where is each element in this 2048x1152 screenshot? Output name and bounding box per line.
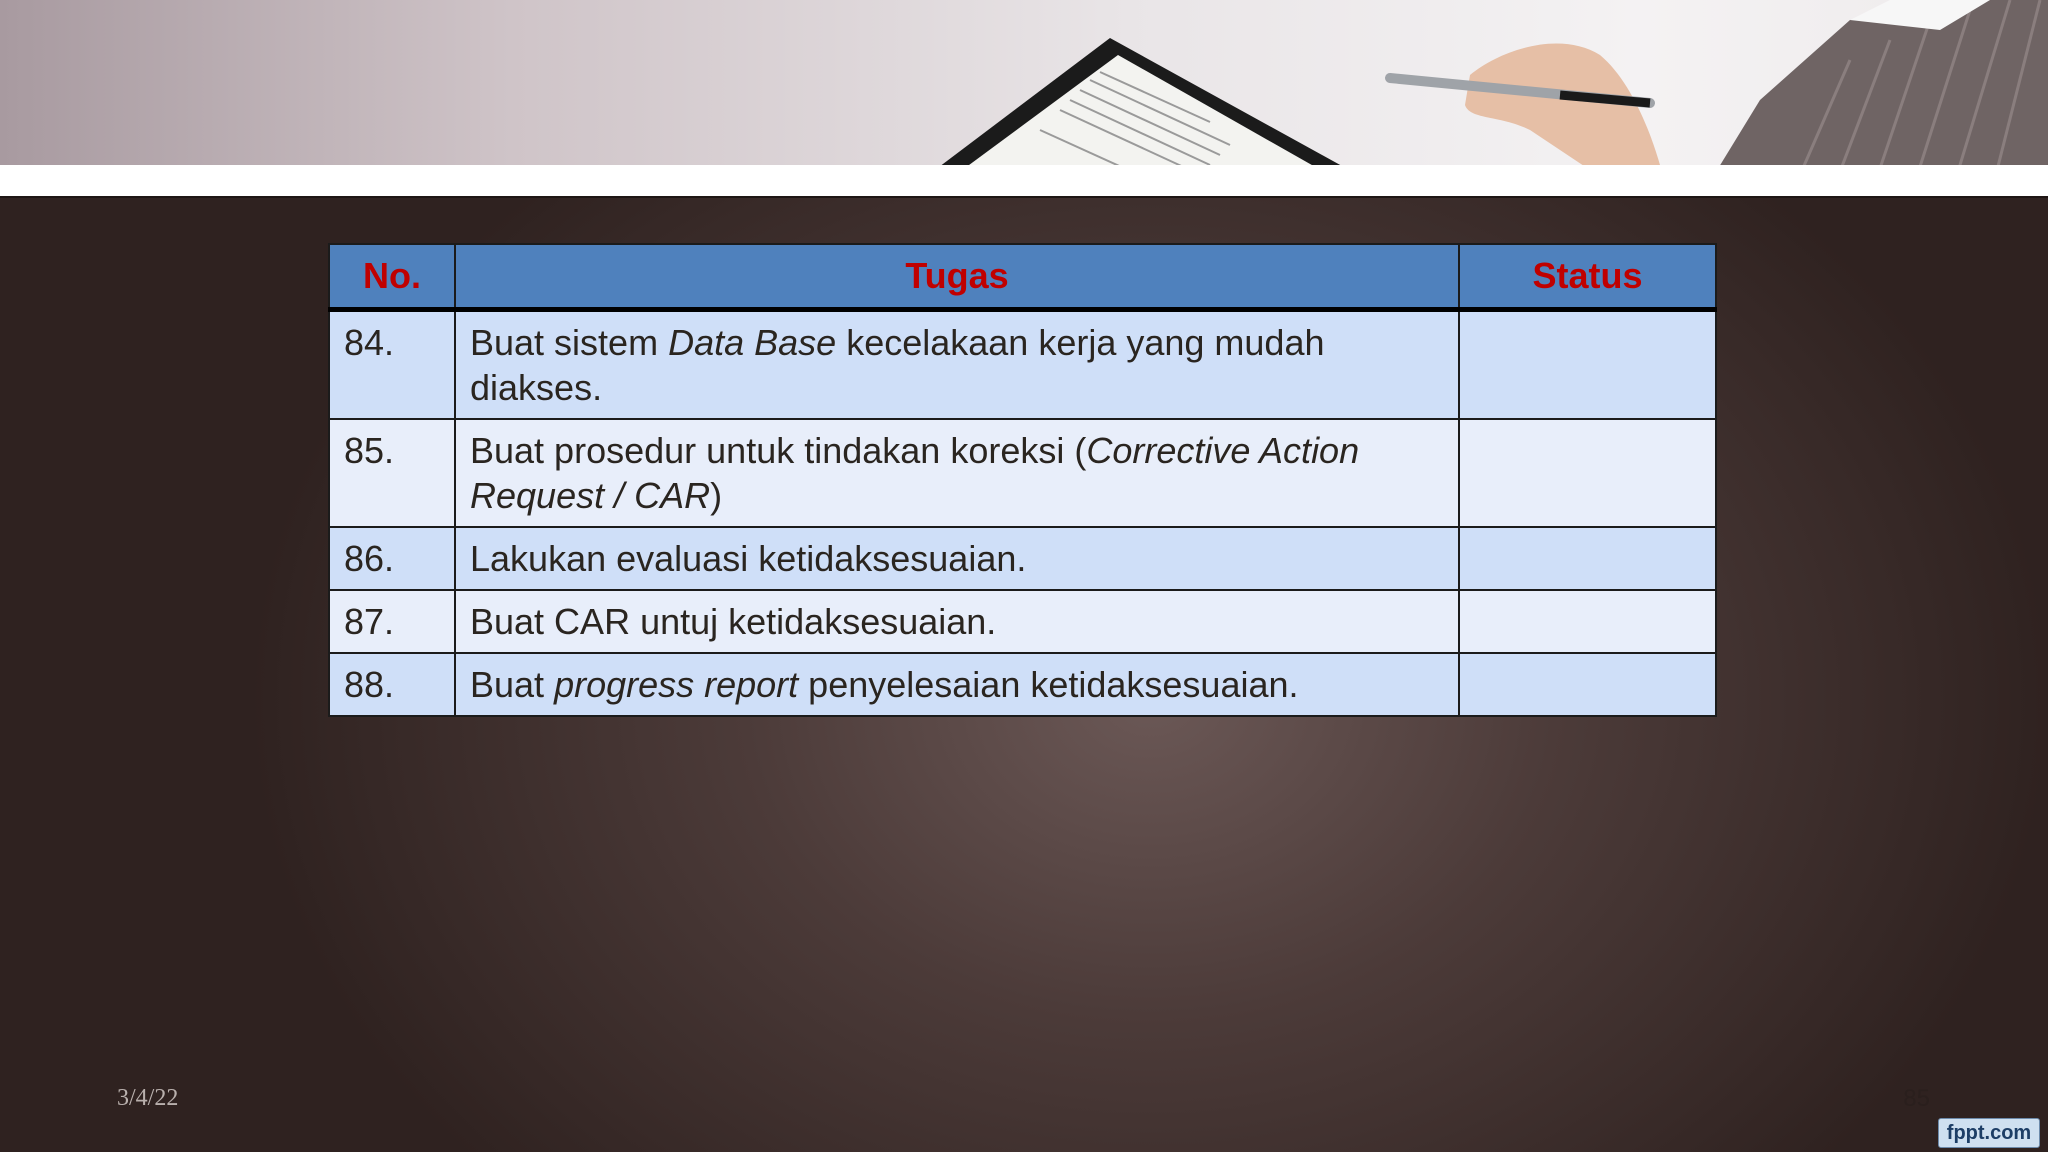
status-cell: [1459, 590, 1716, 653]
slide-number: 85: [1903, 1085, 1930, 1112]
banner-divider-line: [0, 196, 2048, 198]
status-cell: [1459, 310, 1716, 420]
slide-date: 3/4/22: [117, 1085, 179, 1111]
row-number: 84.: [329, 310, 455, 420]
banner-white-strip: [0, 165, 2048, 198]
row-number: 86.: [329, 527, 455, 590]
row-number: 87.: [329, 590, 455, 653]
row-number: 88.: [329, 653, 455, 716]
status-cell: [1459, 419, 1716, 527]
status-cell: [1459, 527, 1716, 590]
task-table: [328, 243, 1717, 717]
header-status: Status: [1459, 244, 1716, 310]
header-no: No.: [329, 244, 455, 310]
table-header-row: [329, 244, 1716, 310]
task-cell: Buat progress report penyelesaian ketidaksesuaian.: [455, 653, 1459, 716]
fppt-logo[interactable]: fppt.com: [1938, 1118, 2040, 1148]
header-banner: [0, 0, 2048, 198]
row-number: 85.: [329, 419, 455, 527]
task-cell: Buat CAR untuj ketidaksesuaian.: [455, 590, 1459, 653]
task-cell: Lakukan evaluasi ketidaksesuaian.: [455, 527, 1459, 590]
table-row: [329, 527, 1716, 590]
table-row: [329, 590, 1716, 653]
task-cell: Buat prosedur untuk tindakan koreksi (Corrective Action Request / CAR): [455, 419, 1459, 527]
table-row: [329, 310, 1716, 420]
status-cell: [1459, 653, 1716, 716]
header-task: Tugas: [455, 244, 1459, 310]
table-row: [329, 653, 1716, 716]
task-cell: Buat sistem Data Base kecelakaan kerja yang mudah diakses.: [455, 310, 1459, 420]
table-row: [329, 419, 1716, 527]
